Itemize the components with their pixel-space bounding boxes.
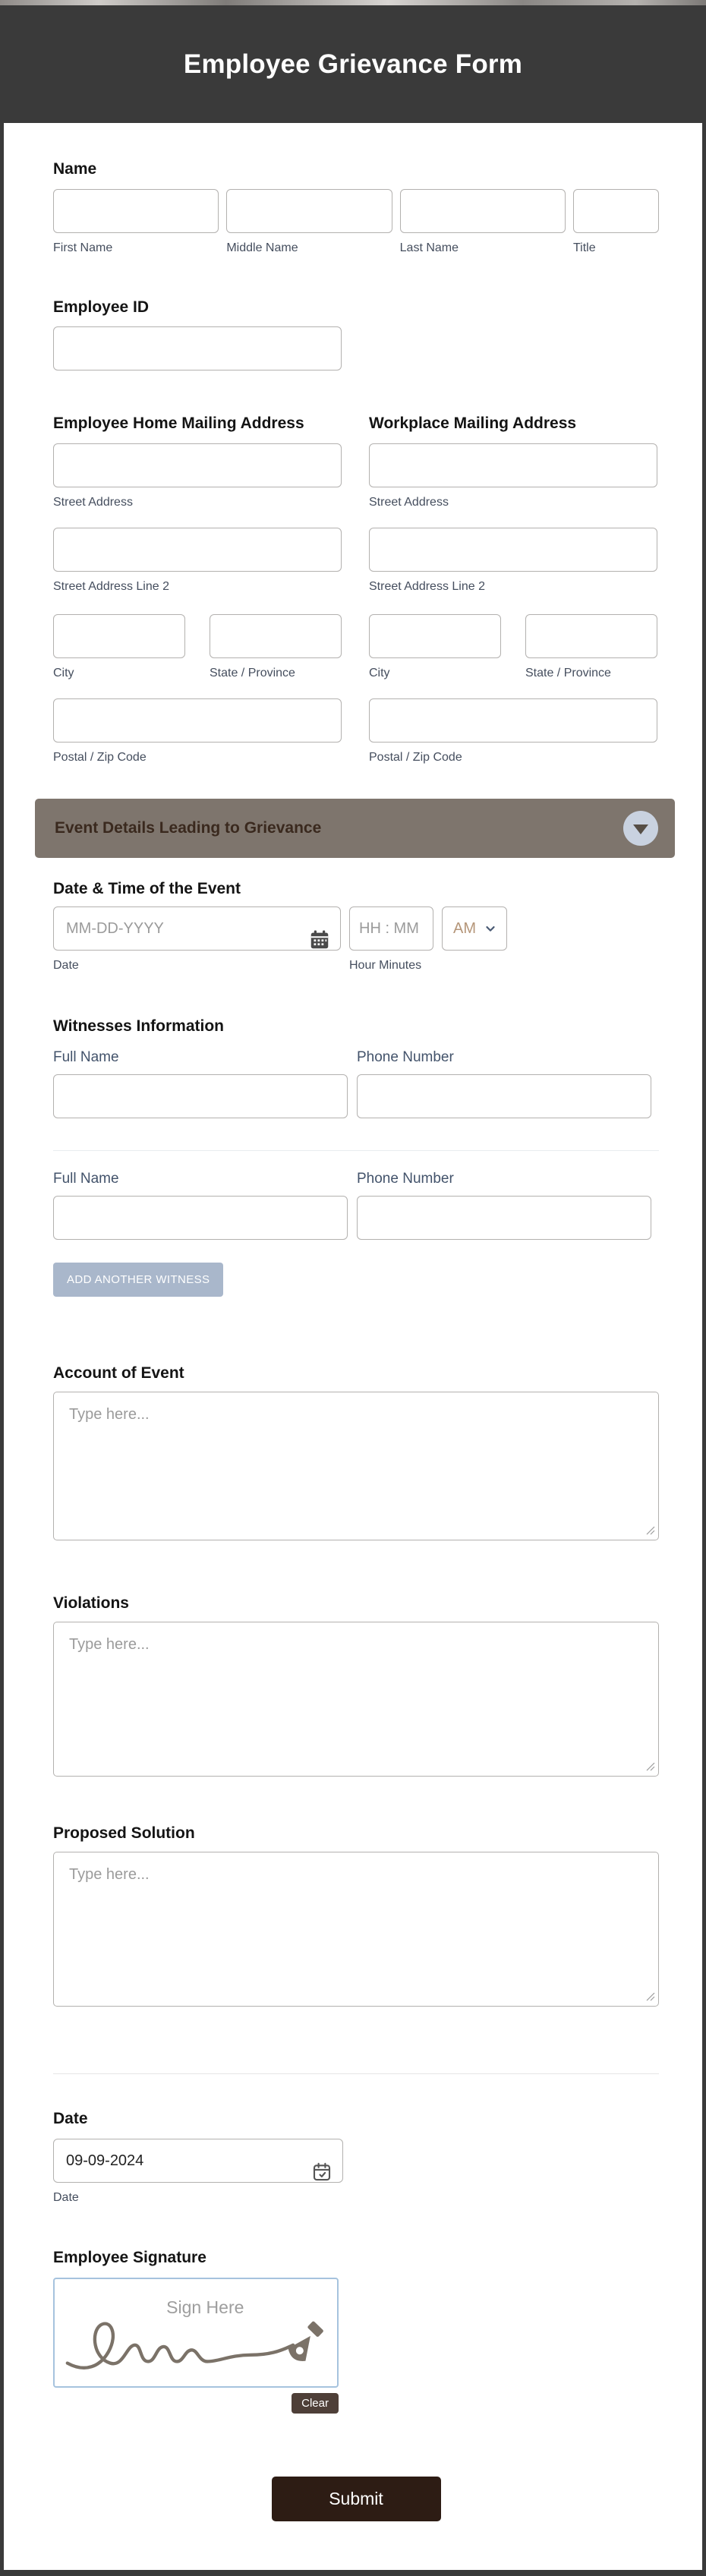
event-date-sublabel: Date xyxy=(53,959,79,972)
workplace-street-sublabel: Street Address xyxy=(369,496,449,509)
first-name-input[interactable] xyxy=(53,189,219,233)
employee-signature-label: Employee Signature xyxy=(53,2249,206,2266)
date-section xyxy=(53,2109,659,2205)
home-postal-input[interactable] xyxy=(53,698,342,743)
window-top-edge xyxy=(0,0,706,5)
witness-entry-2 xyxy=(53,1170,659,1240)
home-address-column xyxy=(53,414,342,765)
home-state-sublabel: State / Province xyxy=(210,667,295,679)
workplace-state-input[interactable] xyxy=(525,614,657,658)
clear-button[interactable]: Clear xyxy=(292,2393,339,2414)
home-city-input[interactable] xyxy=(53,614,185,658)
address-section xyxy=(53,414,659,765)
violations-label: Violations xyxy=(53,1594,129,1612)
employee-id-section xyxy=(53,298,659,370)
last-name-input[interactable] xyxy=(400,189,566,233)
event-details-collapse-bar[interactable] xyxy=(35,799,675,858)
calendar-check-icon[interactable] xyxy=(310,2161,333,2183)
chevron-down-icon xyxy=(633,825,648,834)
workplace-postal-sublabel: Postal / Zip Code xyxy=(369,751,462,764)
proposed-solution-section xyxy=(53,1824,659,2007)
witness-2-name-label: Full Name xyxy=(53,1171,119,1187)
home-city-sublabel: City xyxy=(53,667,74,679)
witness-1-phone-label: Phone Number xyxy=(357,1049,454,1065)
title-input[interactable] xyxy=(573,189,659,233)
witness-divider xyxy=(53,1150,659,1151)
home-postal-sublabel: Postal / Zip Code xyxy=(53,751,147,764)
title-sublabel: Title xyxy=(572,241,596,254)
signature-squiggle xyxy=(55,2279,337,2386)
ampm-value: AM xyxy=(453,919,476,937)
workplace-state-sublabel: State / Province xyxy=(525,667,611,679)
event-datetime-label: Date & Time of the Event xyxy=(53,880,241,897)
submit-row xyxy=(53,2477,659,2570)
witness-1-name-input[interactable] xyxy=(53,1074,348,1118)
account-of-event-textarea[interactable] xyxy=(53,1392,659,1540)
submit-button[interactable]: Submit xyxy=(272,2477,441,2521)
witness-2-phone-label: Phone Number xyxy=(357,1171,454,1187)
name-section xyxy=(53,159,659,255)
account-of-event-label: Account of Event xyxy=(53,1364,184,1382)
home-street2-sublabel: Street Address Line 2 xyxy=(53,580,169,593)
violations-textarea[interactable] xyxy=(53,1622,659,1777)
add-another-witness-button[interactable]: ADD ANOTHER WITNESS xyxy=(53,1263,223,1297)
home-street2-input[interactable] xyxy=(53,528,342,572)
calendar-icon[interactable] xyxy=(308,929,331,951)
witness-2-phone-input[interactable] xyxy=(357,1196,651,1240)
signature-section xyxy=(53,2248,659,2414)
signature-pad[interactable] xyxy=(53,2278,339,2388)
workplace-street2-sublabel: Street Address Line 2 xyxy=(369,580,485,593)
date-sublabel: Date xyxy=(53,2191,79,2204)
first-name-sublabel: First Name xyxy=(53,241,113,254)
workplace-city-sublabel: City xyxy=(369,667,390,679)
sign-here-hint: Sign Here xyxy=(166,2297,244,2317)
workplace-address-column xyxy=(369,414,657,765)
date-input[interactable] xyxy=(53,2139,343,2183)
last-name-sublabel: Last Name xyxy=(399,241,459,254)
page-title: Employee Grievance Form xyxy=(183,49,523,79)
event-time-sublabel: Hour Minutes xyxy=(349,959,422,972)
home-street-input[interactable] xyxy=(53,443,342,487)
violations-section xyxy=(53,1594,659,1777)
workplace-street-input[interactable] xyxy=(369,443,657,487)
section-divider xyxy=(53,2073,659,2074)
proposed-solution-label: Proposed Solution xyxy=(53,1824,195,1842)
collapse-chevron-button[interactable] xyxy=(623,811,658,846)
witness-1-name-label: Full Name xyxy=(53,1049,119,1065)
home-address-label: Employee Home Mailing Address xyxy=(53,415,304,432)
home-state-input[interactable] xyxy=(210,614,342,658)
event-date-input[interactable] xyxy=(53,906,341,951)
employee-id-input[interactable] xyxy=(53,326,342,370)
chevron-down-icon xyxy=(484,922,497,935)
middle-name-sublabel: Middle Name xyxy=(226,241,298,254)
name-label: Name xyxy=(53,160,97,178)
account-of-event-section xyxy=(53,1364,659,1540)
proposed-solution-textarea[interactable] xyxy=(53,1852,659,2007)
form-header xyxy=(4,5,702,123)
event-time-input[interactable] xyxy=(349,906,433,951)
date-label: Date xyxy=(53,2110,88,2127)
workplace-city-input[interactable] xyxy=(369,614,501,658)
event-details-title: Event Details Leading to Grievance xyxy=(55,819,322,837)
ampm-select[interactable] xyxy=(442,906,507,951)
workplace-street2-input[interactable] xyxy=(369,528,657,572)
pen-nib-icon xyxy=(285,2319,327,2365)
workplace-address-label: Workplace Mailing Address xyxy=(369,415,577,432)
event-datetime-section xyxy=(53,879,659,973)
witness-1-phone-input[interactable] xyxy=(357,1074,651,1118)
home-street-sublabel: Street Address xyxy=(53,496,133,509)
form-page xyxy=(0,5,706,2576)
witnesses-section xyxy=(53,1017,659,1297)
workplace-postal-input[interactable] xyxy=(369,698,657,743)
middle-name-input[interactable] xyxy=(226,189,392,233)
witness-2-name-input[interactable] xyxy=(53,1196,348,1240)
employee-id-label: Employee ID xyxy=(53,298,150,316)
witnesses-heading: Witnesses Information xyxy=(53,1017,225,1035)
witness-entry-1 xyxy=(53,1048,659,1118)
